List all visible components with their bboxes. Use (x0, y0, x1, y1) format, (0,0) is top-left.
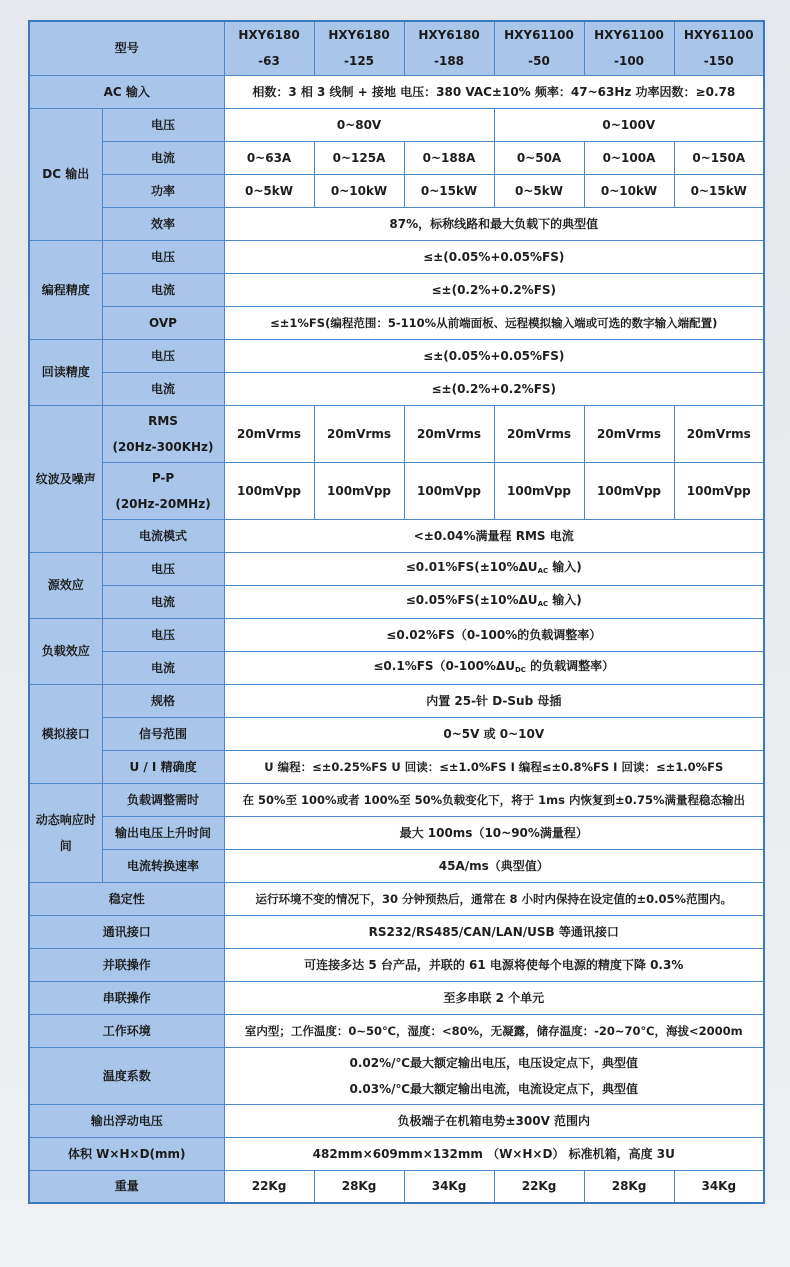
ovp-row (29, 306, 764, 339)
dc-voltage-row (29, 108, 764, 141)
analog-accuracy-row (29, 750, 764, 783)
model-3: HXY6180 -188 (404, 21, 494, 75)
current-mode-row (29, 519, 764, 552)
dynamic-rise-value: 最大 100ms（10~90%满量程） (224, 816, 764, 849)
dc-power-3: 0~15kW (404, 174, 494, 207)
ovp-label: OVP (102, 306, 224, 339)
comm-label: 通讯接口 (29, 915, 224, 948)
parallel-value: 可连接多达 5 台产品，并联的 61 电源将使每个电源的精度下降 0.3% (224, 948, 764, 981)
dynamic-slew-value: 45A/ms（典型值） (224, 849, 764, 882)
model-5: HXY61100 -100 (584, 21, 674, 75)
dc-current-1: 0~63A (224, 141, 314, 174)
ac-input-row (29, 75, 764, 108)
readback-voltage-label: 电压 (102, 339, 224, 372)
dc-power-1: 0~5kW (224, 174, 314, 207)
efficiency-label: 效率 (102, 207, 224, 240)
ripple-rms-label: RMS (20Hz-300KHz) (102, 405, 224, 462)
comm-value: RS232/RS485/CAN/LAN/USB 等通讯接口 (224, 915, 764, 948)
volume-value: 482mm×609mm×132mm （W×H×D） 标准机箱，高度 3U (224, 1137, 764, 1170)
series-value: 至多串联 2 个单元 (224, 981, 764, 1014)
ripple-pp-5: 100mVpp (584, 462, 674, 519)
ripple-pp-1: 100mVpp (224, 462, 314, 519)
dc-current-3: 0~188A (404, 141, 494, 174)
efficiency-row (29, 207, 764, 240)
model-2: HXY6180 -125 (314, 21, 404, 75)
dynamic-adjust-row (29, 783, 764, 816)
series-row (29, 981, 764, 1014)
ripple-rms-row (29, 405, 764, 462)
weight-5: 28Kg (584, 1170, 674, 1203)
dc-power-5: 0~10kW (584, 174, 674, 207)
prog-accuracy-label: 编程精度 (29, 240, 102, 339)
prog-voltage-value: ≤±(0.05%+0.05%FS) (224, 240, 764, 273)
dc-current-5: 0~100A (584, 141, 674, 174)
temp-coeff-row (29, 1047, 764, 1104)
dc-voltage-b: 0~100V (494, 108, 764, 141)
stability-row (29, 882, 764, 915)
dynamic-rise-label: 输出电压上升时间 (102, 816, 224, 849)
dynamic-label: 动态响应时 间 (29, 783, 102, 882)
ripple-rms-4: 20mVrms (494, 405, 584, 462)
stability-value: 运行环境不变的情况下，30 分钟预热后，通常在 8 小时内保持在设定值的±0.05%范围内。 (224, 882, 764, 915)
dc-voltage-a: 0~80V (224, 108, 494, 141)
dynamic-slew-row (29, 849, 764, 882)
source-current-label: 电流 (102, 585, 224, 618)
efficiency-value: 87%，标称线路和最大负载下的典型值 (224, 207, 764, 240)
analog-accuracy-label: U / I 精确度 (102, 750, 224, 783)
prog-current-row (29, 273, 764, 306)
parallel-row (29, 948, 764, 981)
dc-current-row (29, 141, 764, 174)
dc-current-label: 电流 (102, 141, 224, 174)
dc-output-label: DC 输出 (29, 108, 102, 240)
ac-input-label: AC 输入 (29, 75, 224, 108)
dc-power-6: 0~15kW (674, 174, 764, 207)
parallel-label: 并联操作 (29, 948, 224, 981)
load-current-row (29, 651, 764, 684)
ripple-pp-row (29, 462, 764, 519)
model-6: HXY61100 -150 (674, 21, 764, 75)
volume-row (29, 1137, 764, 1170)
readback-voltage-value: ≤±(0.05%+0.05%FS) (224, 339, 764, 372)
ac-input-value: 相数：3 相 3 线制 + 接地 电压：380 VAC±10% 频率：47~63Hz 功率因数：≥0.78 (224, 75, 764, 108)
volume-label: 体积 W×H×D(mm) (29, 1137, 224, 1170)
weight-row (29, 1170, 764, 1203)
weight-3: 34Kg (404, 1170, 494, 1203)
load-voltage-value: ≤0.02%FS（0-100%的负载调整率） (224, 618, 764, 651)
load-current-label: 电流 (102, 651, 224, 684)
ripple-pp-label: P-P (20Hz-20MHz) (102, 462, 224, 519)
analog-spec-label: 规格 (102, 684, 224, 717)
dc-power-row (29, 174, 764, 207)
readback-label: 回读精度 (29, 339, 102, 405)
dc-current-4: 0~50A (494, 141, 584, 174)
float-label: 输出浮动电压 (29, 1104, 224, 1137)
load-current-value: $\le 0.1\%FS(0-100\%\Delta U_{DC}$ 的负载调整率） (224, 651, 764, 684)
weight-6: 34Kg (674, 1170, 764, 1203)
ripple-rms-3: 20mVrms (404, 405, 494, 462)
weight-4: 22Kg (494, 1170, 584, 1203)
model-label: 型号 (29, 21, 224, 75)
current-mode-value: <±0.04%满量程 RMS 电流 (224, 519, 764, 552)
analog-spec-row (29, 684, 764, 717)
source-voltage-row (29, 552, 764, 585)
ripple-pp-2: 100mVpp (314, 462, 404, 519)
load-effect-label: 负载效应 (29, 618, 102, 684)
stability-label: 稳定性 (29, 882, 224, 915)
ripple-rms-2: 20mVrms (314, 405, 404, 462)
ripple-pp-4: 100mVpp (494, 462, 584, 519)
spec-table (28, 20, 765, 1204)
environment-value: 室内型；工作温度：0~50℃，湿度：<80%，无凝露，储存温度：-20~70℃，海拔<2000m (224, 1014, 764, 1047)
dc-power-2: 0~10kW (314, 174, 404, 207)
ripple-rms-5: 20mVrms (584, 405, 674, 462)
ripple-rms-6: 20mVrms (674, 405, 764, 462)
source-current-value: $\le 0.05\%FS(\pm 10\%\Delta U_{AC}$ 输入) (224, 585, 764, 618)
analog-accuracy-value: U 编程：≤±0.25%FS U 回读：≤±1.0%FS I 编程≤±0.8%FS I 回读：≤±1.0%FS (224, 750, 764, 783)
environment-label: 工作环境 (29, 1014, 224, 1047)
comm-row (29, 915, 764, 948)
dc-current-6: 0~150A (674, 141, 764, 174)
ripple-label: 纹波及噪声 (29, 405, 102, 552)
analog-range-row (29, 717, 764, 750)
ripple-rms-1: 20mVrms (224, 405, 314, 462)
model-4: HXY61100 -50 (494, 21, 584, 75)
ripple-pp-6: 100mVpp (674, 462, 764, 519)
readback-current-value: ≤±(0.2%+0.2%FS) (224, 372, 764, 405)
source-effect-label: 源效应 (29, 552, 102, 618)
source-voltage-value: $\le 0.01\%FS(\pm 10\%\Delta U_{AC}$ 输入) (224, 552, 764, 585)
weight-label: 重量 (29, 1170, 224, 1203)
prog-current-label: 电流 (102, 273, 224, 306)
dc-current-2: 0~125A (314, 141, 404, 174)
source-voltage-label: 电压 (102, 552, 224, 585)
weight-2: 28Kg (314, 1170, 404, 1203)
load-voltage-label: 电压 (102, 618, 224, 651)
analog-spec-value: 内置 25-针 D-Sub 母插 (224, 684, 764, 717)
ripple-pp-3: 100mVpp (404, 462, 494, 519)
float-row (29, 1104, 764, 1137)
environment-row (29, 1014, 764, 1047)
dynamic-adjust-value: 在 50%至 100%或者 100%至 50%负载变化下，将于 1ms 内恢复到±0.75%满量程稳态输出 (224, 783, 764, 816)
dc-power-4: 0~5kW (494, 174, 584, 207)
analog-range-label: 信号范围 (102, 717, 224, 750)
model-1: HXY6180 -63 (224, 21, 314, 75)
temp-coeff-value: 0.02%/℃最大额定输出电压，电压设定点下，典型值 0.03%/℃最大额定输出电流，电流设定点下，典型值 (224, 1047, 764, 1104)
dynamic-slew-label: 电流转换速率 (102, 849, 224, 882)
dynamic-rise-row (29, 816, 764, 849)
model-header-row (29, 21, 764, 75)
source-current-row (29, 585, 764, 618)
spec-table-container (28, 20, 763, 1204)
weight-1: 22Kg (224, 1170, 314, 1203)
readback-voltage-row (29, 339, 764, 372)
prog-voltage-label: 电压 (102, 240, 224, 273)
analog-label: 模拟接口 (29, 684, 102, 783)
prog-current-value: ≤±(0.2%+0.2%FS) (224, 273, 764, 306)
readback-current-label: 电流 (102, 372, 224, 405)
analog-range-value: 0~5V 或 0~10V (224, 717, 764, 750)
load-voltage-row (29, 618, 764, 651)
prog-voltage-row (29, 240, 764, 273)
temp-coeff-label: 温度系数 (29, 1047, 224, 1104)
ovp-value: ≤±1%FS(编程范围：5-110%从前端面板、远程模拟输入端或可选的数字输入端配置) (224, 306, 764, 339)
current-mode-label: 电流模式 (102, 519, 224, 552)
readback-current-row (29, 372, 764, 405)
dc-voltage-label: 电压 (102, 108, 224, 141)
dynamic-adjust-label: 负载调整需时 (102, 783, 224, 816)
float-value: 负极端子在机箱电势±300V 范围内 (224, 1104, 764, 1137)
series-label: 串联操作 (29, 981, 224, 1014)
dc-power-label: 功率 (102, 174, 224, 207)
